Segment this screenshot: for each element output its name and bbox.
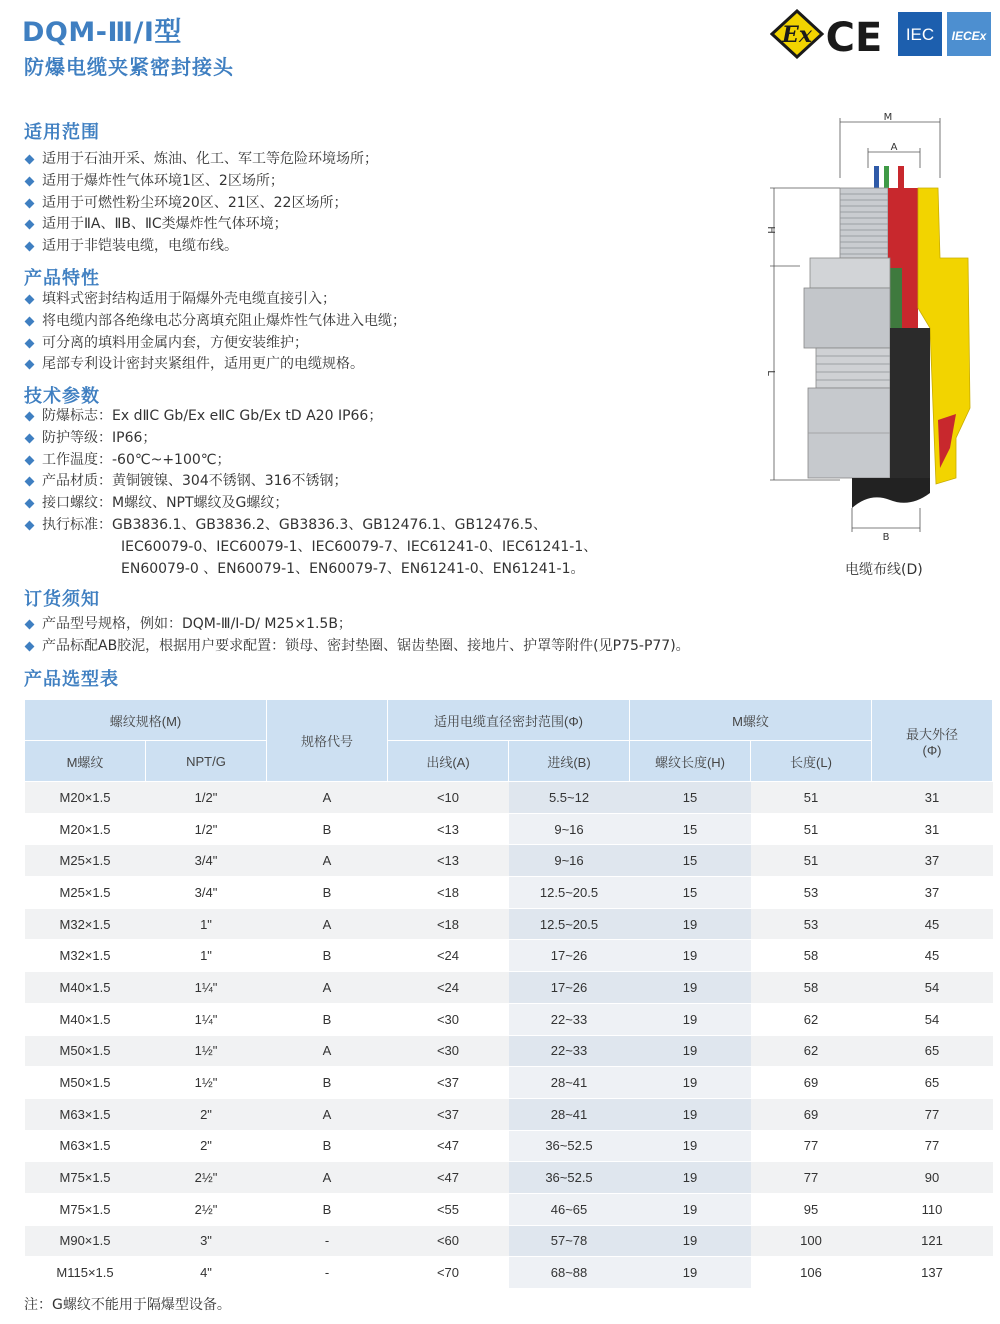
table-cell: A <box>267 1162 388 1194</box>
table-cell: 69 <box>751 1067 872 1099</box>
table-cell: 19 <box>630 972 751 1004</box>
page-title: DQM-Ⅲ/Ⅰ型 <box>22 17 182 48</box>
list-item: 产品材质：黄铜镀镍、304不锈钢、316不锈钢； <box>24 471 597 493</box>
table-cell: 1½" <box>146 1067 267 1099</box>
table-row <box>25 1067 993 1099</box>
table-cell: 58 <box>751 940 872 972</box>
list-item: 防护等级：IP66； <box>24 428 597 450</box>
table-cell: A <box>267 1098 388 1130</box>
table-cell: A <box>267 908 388 940</box>
table-cell: <13 <box>388 845 509 877</box>
table-cell: 58 <box>751 972 872 1004</box>
table-cell: B <box>267 813 388 845</box>
table-cell: 1" <box>146 940 267 972</box>
table-cell: 19 <box>630 1098 751 1130</box>
table-cell: M20×1.5 <box>25 813 146 845</box>
dim-label-m: M <box>883 112 893 123</box>
table-cell: - <box>267 1225 388 1257</box>
table-row <box>25 845 993 877</box>
table-cell: 62 <box>751 1035 872 1067</box>
table-cell: M25×1.5 <box>25 877 146 909</box>
diagram-caption: 电缆布线(D) <box>845 562 923 578</box>
table-cell: 1¼" <box>146 1003 267 1035</box>
svg-text:Ex: Ex <box>782 22 812 48</box>
header-cable-range: 适用电缆直径密封范围(Φ) <box>388 700 630 741</box>
list-item: 尾部专利设计密封夹紧组件，适用更广的电缆规格。 <box>24 354 406 376</box>
list-item: 接口螺纹：M螺纹、NPT螺纹及G螺纹； <box>24 493 597 515</box>
table-cell: 3/4" <box>146 877 267 909</box>
table-cell: 15 <box>630 877 751 909</box>
features-list <box>24 289 406 376</box>
table-cell: 19 <box>630 1257 751 1289</box>
table-cell: 31 <box>872 782 993 814</box>
table-row <box>25 1257 993 1289</box>
table-cell: B <box>267 1067 388 1099</box>
table-row <box>25 782 993 814</box>
table-cell: 1/2" <box>146 782 267 814</box>
table-cell: 100 <box>751 1225 872 1257</box>
table-cell: M32×1.5 <box>25 908 146 940</box>
table-cell: 51 <box>751 813 872 845</box>
list-item: 适用于石油开采、炼油、化工、军工等危险环境场所； <box>24 149 378 171</box>
table-cell: 65 <box>872 1067 993 1099</box>
svg-text:IECEx: IECEx <box>951 29 987 43</box>
header-in-b: 进线(B) <box>509 741 630 782</box>
table-cell: 46~65 <box>509 1193 630 1225</box>
list-item: 执行标准：GB3836.1、GB3836.2、GB3836.3、GB12476.1、GB12476.5、 <box>24 515 597 537</box>
table-row <box>25 1162 993 1194</box>
header-thread-spec: 螺纹规格(M) <box>25 700 267 741</box>
ce-mark-icon <box>826 15 883 59</box>
table-cell: 1" <box>146 908 267 940</box>
table-cell: M25×1.5 <box>25 845 146 877</box>
dim-label-b: B <box>882 532 890 543</box>
table-cell: 36~52.5 <box>509 1130 630 1162</box>
table-cell: M40×1.5 <box>25 1003 146 1035</box>
table-cell: <47 <box>388 1130 509 1162</box>
table-cell: 77 <box>751 1130 872 1162</box>
list-item: 将电缆内部各绝缘电芯分离填充阻止爆炸性气体进入电缆； <box>24 311 406 333</box>
table-cell: 19 <box>630 1225 751 1257</box>
list-item: 适用于爆炸性气体环境1区、2区场所； <box>24 171 378 193</box>
svg-text:IEC: IEC <box>905 25 935 44</box>
table-cell: <60 <box>388 1225 509 1257</box>
table-cell: 53 <box>751 908 872 940</box>
table-cell: <24 <box>388 940 509 972</box>
table-cell: 19 <box>630 1035 751 1067</box>
table-cell: 19 <box>630 1162 751 1194</box>
svg-text:CE: CE <box>825 15 883 59</box>
certification-logos <box>770 9 994 59</box>
table-cell: 19 <box>630 908 751 940</box>
table-cell: B <box>267 1193 388 1225</box>
table-cell: 36~52.5 <box>509 1162 630 1194</box>
dim-label-h: H <box>765 226 776 234</box>
table-cell: M75×1.5 <box>25 1193 146 1225</box>
table-cell: <10 <box>388 782 509 814</box>
list-item: 防爆标志：Ex dⅡC Gb/Ex eⅡC Gb/Ex tD A20 IP66； <box>24 406 597 428</box>
table-cell: 62 <box>751 1003 872 1035</box>
table-cell: 28~41 <box>509 1067 630 1099</box>
header-m-thread: M螺纹 <box>25 741 146 782</box>
table-cell: 37 <box>872 845 993 877</box>
list-item: 填料式密封结构适用于隔爆外壳电缆直接引入； <box>24 289 406 311</box>
header-m-thread-group: M螺纹 <box>630 700 872 741</box>
table-cell: 65 <box>872 1035 993 1067</box>
table-cell: 2" <box>146 1098 267 1130</box>
table-cell: 68~88 <box>509 1257 630 1289</box>
section-title-features: 产品特性 <box>24 268 100 289</box>
iec-logo-icon <box>898 12 942 56</box>
standards-continuation: IEC60079-0、IEC60079-1、IEC60079-7、IEC61241-0、IEC61241-1、 <box>121 538 598 555</box>
section-title-table: 产品选型表 <box>24 669 119 690</box>
table-cell: 17~26 <box>509 972 630 1004</box>
table-cell: 45 <box>872 940 993 972</box>
footnote: 注：G螺纹不能用于隔爆型设备。 <box>24 1297 231 1313</box>
table-row <box>25 940 993 972</box>
table-cell: 110 <box>872 1193 993 1225</box>
table-cell: M40×1.5 <box>25 972 146 1004</box>
table-cell: 106 <box>751 1257 872 1289</box>
dim-label-l: L <box>765 370 776 376</box>
table-cell: M90×1.5 <box>25 1225 146 1257</box>
table-cell: 1½" <box>146 1035 267 1067</box>
table-cell: <18 <box>388 877 509 909</box>
standards-continuation: EN60079-0 、EN60079-1、EN60079-7、EN61241-0、EN61241-1。 <box>121 560 585 577</box>
list-item: 可分离的填料用金属内套，方便安装维护； <box>24 333 406 355</box>
table-cell: 5.5~12 <box>509 782 630 814</box>
list-item: 适用于非铠装电缆，电缆布线。 <box>24 236 378 258</box>
table-cell: <24 <box>388 972 509 1004</box>
table-cell: 19 <box>630 1130 751 1162</box>
table-cell: M50×1.5 <box>25 1035 146 1067</box>
table-row <box>25 1098 993 1130</box>
table-cell: 19 <box>630 1003 751 1035</box>
scope-list <box>24 149 378 258</box>
table-row <box>25 1193 993 1225</box>
table-cell: 2½" <box>146 1162 267 1194</box>
table-cell: M32×1.5 <box>25 940 146 972</box>
section-title-scope: 适用范围 <box>24 122 100 143</box>
table-row <box>25 1003 993 1035</box>
list-item: 工作温度：-60℃~+100℃； <box>24 450 597 472</box>
order-list <box>24 614 690 658</box>
table-cell: 12.5~20.5 <box>509 877 630 909</box>
table-cell: A <box>267 1035 388 1067</box>
table-cell: 57~78 <box>509 1225 630 1257</box>
table-cell: B <box>267 877 388 909</box>
table-cell: 1/2" <box>146 813 267 845</box>
table-cell: 28~41 <box>509 1098 630 1130</box>
table-cell: <70 <box>388 1257 509 1289</box>
table-cell: 2" <box>146 1130 267 1162</box>
list-item: 产品型号规格，例如：DQM-Ⅲ/Ⅰ-D/ M25×1.5B； <box>24 614 690 636</box>
table-cell: M63×1.5 <box>25 1098 146 1130</box>
list-item: 适用于可燃性粉尘环境20区、21区、22区场所； <box>24 193 378 215</box>
table-row <box>25 1130 993 1162</box>
iecex-logo-icon <box>947 12 991 56</box>
table-cell: 90 <box>872 1162 993 1194</box>
table-cell: 17~26 <box>509 940 630 972</box>
section-title-tech: 技术参数 <box>24 386 100 407</box>
table-row <box>25 877 993 909</box>
table-cell: 22~33 <box>509 1035 630 1067</box>
table-row <box>25 972 993 1004</box>
ex-mark-icon <box>772 11 822 57</box>
table-cell: 12.5~20.5 <box>509 908 630 940</box>
table-cell: <13 <box>388 813 509 845</box>
table-cell: M115×1.5 <box>25 1257 146 1289</box>
table-cell: 95 <box>751 1193 872 1225</box>
table-row <box>25 1035 993 1067</box>
table-cell: 37 <box>872 877 993 909</box>
list-item: 产品标配AB胶泥，根据用户要求配置：锁母、密封垫圈、锯齿垫圈、接地片、护罩等附件(见P75-P77)。 <box>24 636 690 658</box>
table-cell: <47 <box>388 1162 509 1194</box>
table-cell: M63×1.5 <box>25 1130 146 1162</box>
table-cell: 9~16 <box>509 813 630 845</box>
tech-list <box>24 406 597 580</box>
table-cell: M50×1.5 <box>25 1067 146 1099</box>
table-cell: 77 <box>751 1162 872 1194</box>
table-cell: 15 <box>630 845 751 877</box>
table-cell: B <box>267 1130 388 1162</box>
table-cell: <55 <box>388 1193 509 1225</box>
section-title-order: 订货须知 <box>24 589 100 610</box>
table-cell: 121 <box>872 1225 993 1257</box>
table-cell: <30 <box>388 1035 509 1067</box>
table-cell: 54 <box>872 1003 993 1035</box>
table-cell: <30 <box>388 1003 509 1035</box>
selection-table <box>24 699 993 1289</box>
table-cell: 22~33 <box>509 1003 630 1035</box>
table-cell: 4" <box>146 1257 267 1289</box>
table-cell: A <box>267 845 388 877</box>
table-cell: 1¼" <box>146 972 267 1004</box>
table-cell: <37 <box>388 1098 509 1130</box>
table-row <box>25 813 993 845</box>
table-cell: 137 <box>872 1257 993 1289</box>
table-cell: 15 <box>630 782 751 814</box>
table-cell: 54 <box>872 972 993 1004</box>
list-item: 适用于ⅡA、ⅡB、ⅡC类爆炸性气体环境； <box>24 214 378 236</box>
table-cell: A <box>267 972 388 1004</box>
table-cell: 77 <box>872 1130 993 1162</box>
dim-label-a: A <box>890 142 898 153</box>
table-body <box>25 782 993 1289</box>
header-max-od: 最大外径 (Φ) <box>872 700 993 782</box>
header-spec-code: 规格代号 <box>267 700 388 782</box>
table-cell: B <box>267 940 388 972</box>
header-length: 长度(L) <box>751 741 872 782</box>
table-cell: 69 <box>751 1098 872 1130</box>
table-cell: 3" <box>146 1225 267 1257</box>
table-cell: 77 <box>872 1098 993 1130</box>
table-cell: M75×1.5 <box>25 1162 146 1194</box>
table-row <box>25 908 993 940</box>
table-cell: <37 <box>388 1067 509 1099</box>
table-cell: 45 <box>872 908 993 940</box>
table-cell: 9~16 <box>509 845 630 877</box>
table-cell: 19 <box>630 1193 751 1225</box>
table-cell: 31 <box>872 813 993 845</box>
table-cell: 51 <box>751 845 872 877</box>
table-cell: A <box>267 782 388 814</box>
header-out-a: 出线(A) <box>388 741 509 782</box>
table-cell: 53 <box>751 877 872 909</box>
table-cell: 19 <box>630 1067 751 1099</box>
table-cell: 19 <box>630 940 751 972</box>
cable-gland-diagram <box>760 108 1000 548</box>
page-subtitle: 防爆电缆夹紧密封接头 <box>24 55 234 79</box>
table-cell: <18 <box>388 908 509 940</box>
header-npt-g: NPT/G <box>146 741 267 782</box>
header-thread-len: 螺纹长度(H) <box>630 741 751 782</box>
table-cell: 51 <box>751 782 872 814</box>
table-cell: M20×1.5 <box>25 782 146 814</box>
table-cell: 2½" <box>146 1193 267 1225</box>
black-cable <box>890 328 930 488</box>
table-row <box>25 1225 993 1257</box>
table-cell: 3/4" <box>146 845 267 877</box>
table-cell: - <box>267 1257 388 1289</box>
table-cell: 15 <box>630 813 751 845</box>
table-cell: B <box>267 1003 388 1035</box>
